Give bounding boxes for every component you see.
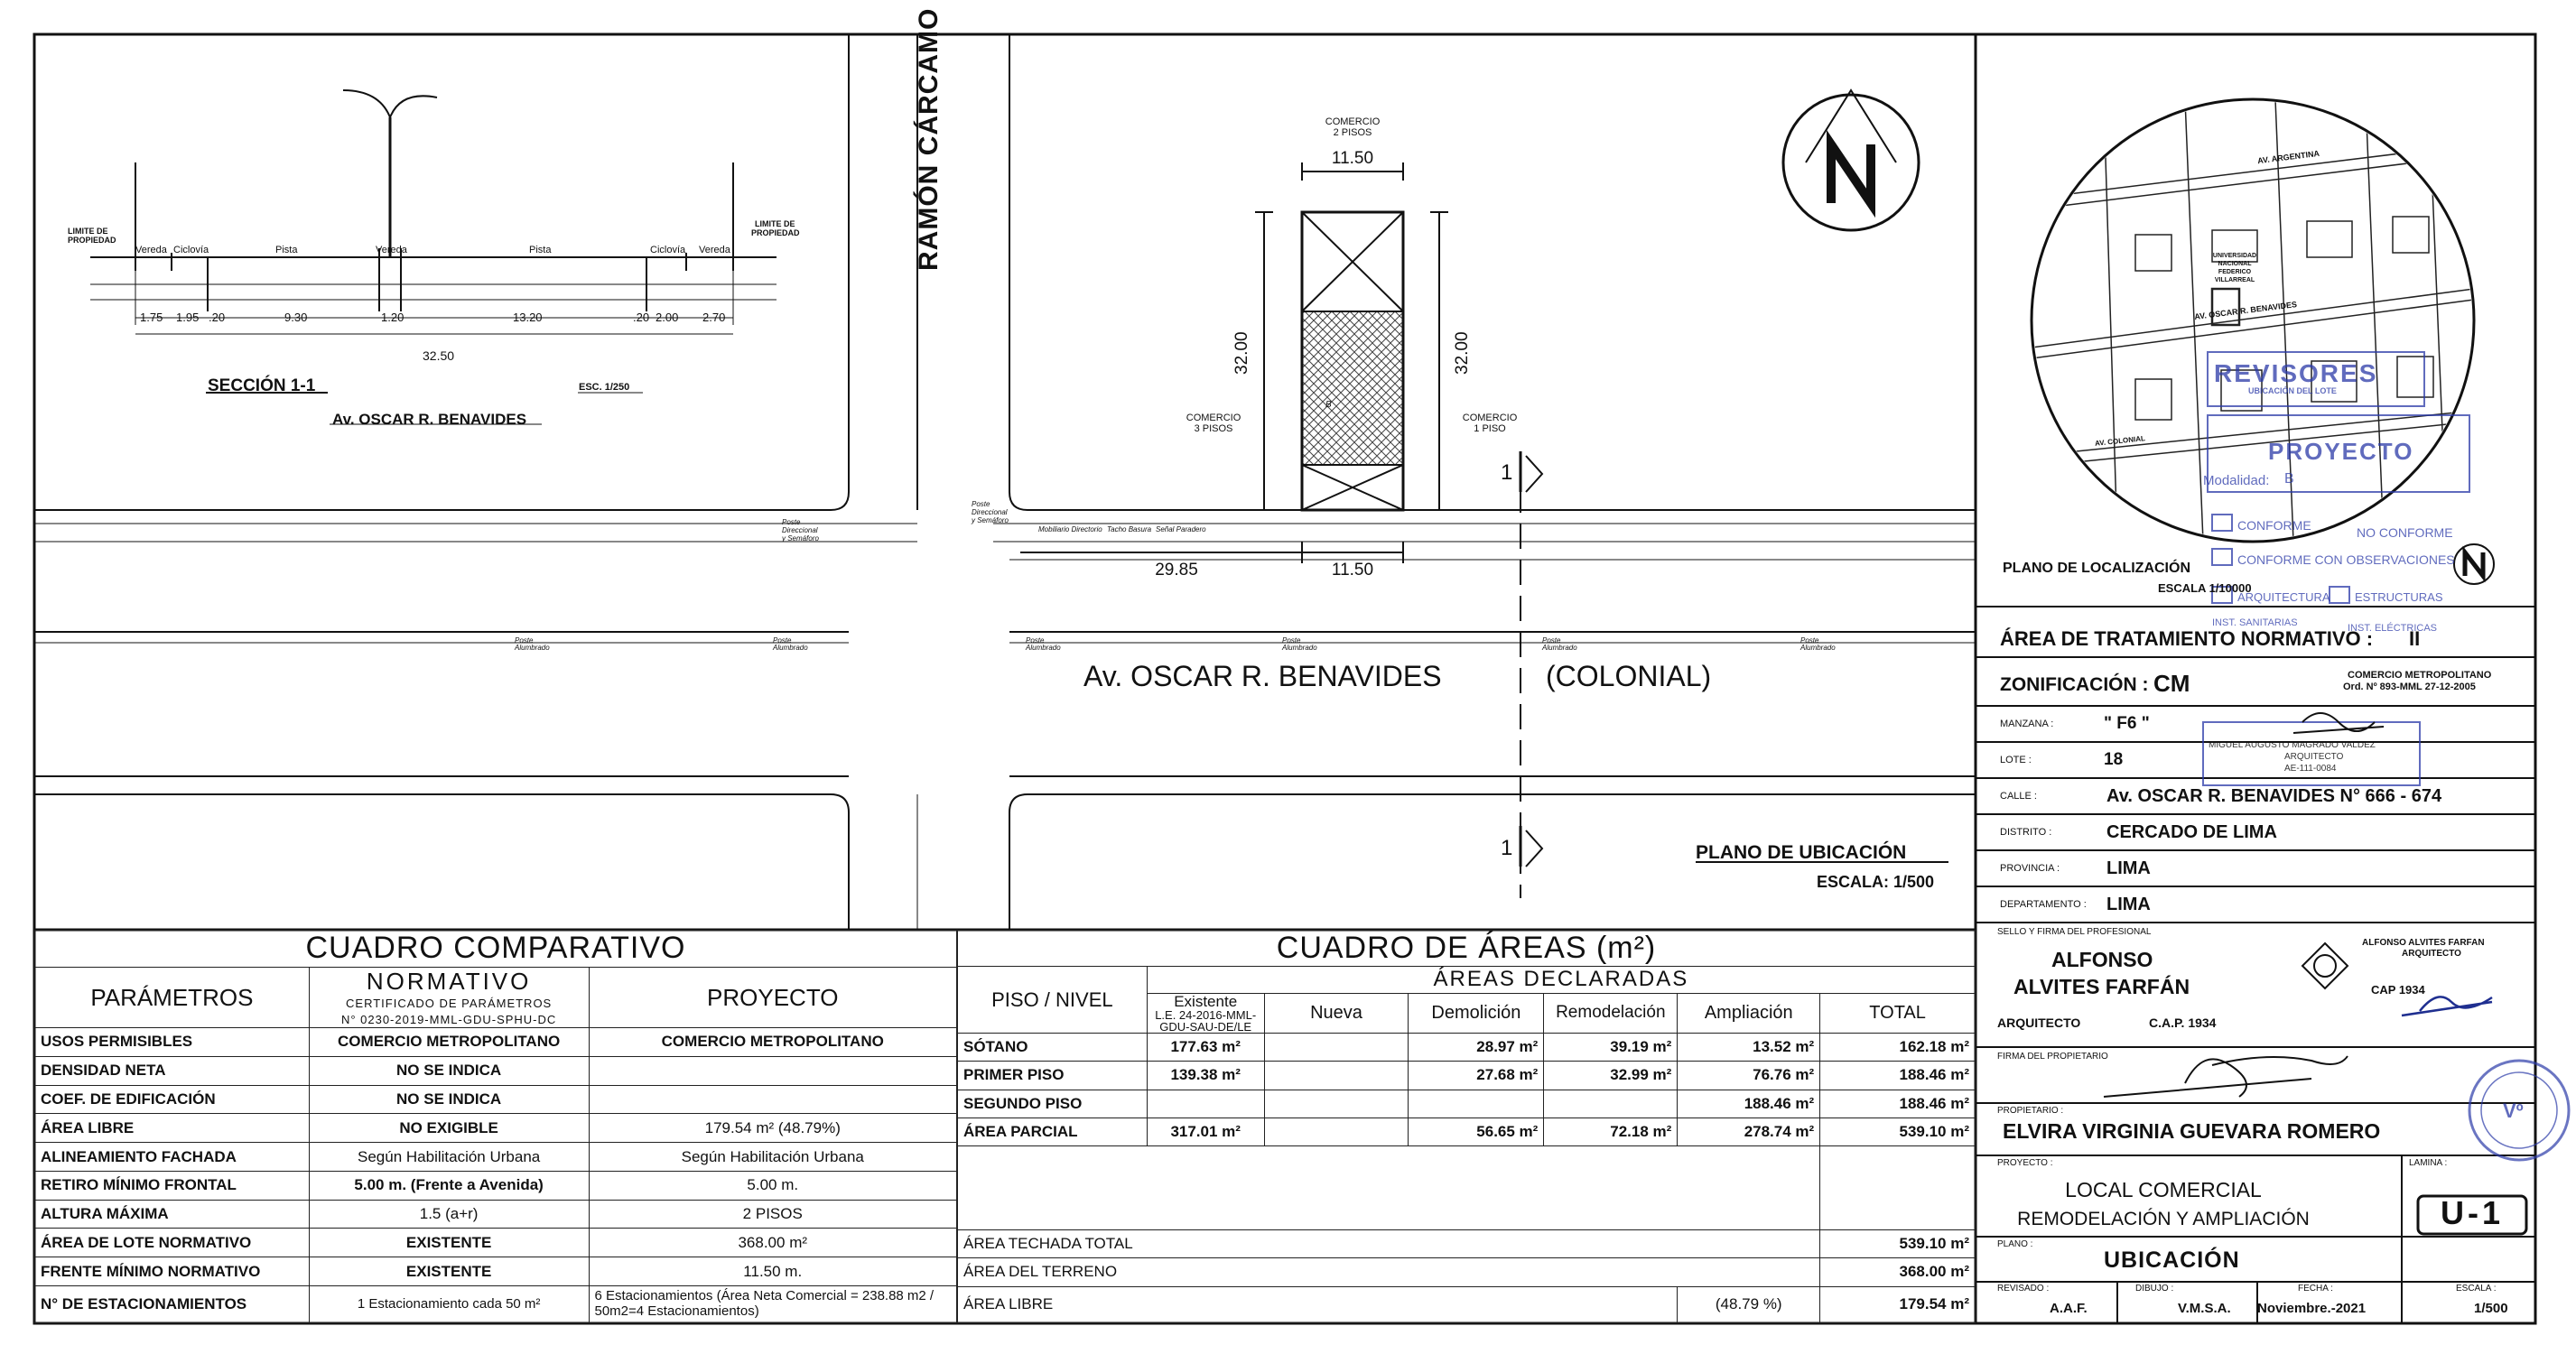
exist: 139.38 m² (1147, 1062, 1264, 1090)
lote-label: LOTE : (2000, 755, 2032, 765)
firma-prop-label: FIRMA DEL PROPIETARIO (1997, 1052, 2108, 1062)
map-street-2: AV. OSCAR R. BENAVIDES (2193, 300, 2298, 321)
table-row (35, 1257, 957, 1286)
area-techada-total: 539.10 m² (1820, 1230, 1976, 1258)
area-techada-label: ÁREA TECHADA TOTAL (958, 1230, 1820, 1258)
proj: 368.00 m² (589, 1229, 957, 1257)
limit-right-2: PROPIEDAD (751, 228, 800, 237)
lot-depth-right: 32.00 (1453, 331, 1472, 375)
prof-name-2: ALVITES FARFÁN (2013, 975, 2190, 998)
area-libre-total: 179.54 m² (1820, 1286, 1976, 1322)
dem: 56.65 m² (1409, 1118, 1544, 1145)
table-row (35, 1285, 957, 1322)
dibujo-label: DIBUJO : (2135, 1284, 2174, 1294)
piso: PRIMER PISO (958, 1062, 1148, 1090)
col-normativo-sub2: N° 0230-2019-MML-GDU-SPHU-DC (309, 1011, 589, 1027)
neighbor-top-2: 2 PISOS (1333, 127, 1372, 138)
nueva (1264, 1034, 1409, 1062)
dem: 27.68 m² (1409, 1062, 1544, 1090)
area-tratamiento-label: ÁREA DE TRATAMIENTO NORMATIVO : (2000, 627, 2374, 650)
table-row (35, 1028, 957, 1057)
revisado-value: A.A.F. (2050, 1301, 2088, 1316)
table-row (958, 1062, 1976, 1090)
sec-label-ciclovia-2: Ciclovía (650, 245, 686, 255)
exist: 317.01 m² (1147, 1118, 1264, 1145)
sec-dim-1: 1.75 (140, 311, 163, 324)
total: 188.46 m² (1820, 1062, 1976, 1090)
plano-ubicacion-scale: ESCALA: 1/500 (1817, 873, 1935, 891)
zonificacion-note1: COMERCIO METROPOLITANO (2348, 670, 2492, 681)
piso: SÓTANO (958, 1034, 1148, 1062)
curb-label-1: Mobiliario Directorio (1038, 525, 1102, 533)
limit-right-1: LIMITE DE (755, 219, 795, 228)
proyecto-value-2: REMODELACIÓN Y AMPLIACIÓN (2017, 1209, 2310, 1229)
rem: 32.99 m² (1544, 1062, 1678, 1090)
area-terreno-label: ÁREA DEL TERRENO (958, 1258, 1820, 1286)
table-row (35, 1114, 957, 1143)
plano-ubicacion-title: PLANO DE UBICACIÓN (1696, 842, 1907, 863)
cuadro-areas-table (957, 930, 1976, 1323)
col-ampliacion: Ampliación (1678, 993, 1820, 1033)
cuadro-comparativo-table (34, 930, 957, 1323)
proj (589, 1085, 957, 1114)
map-landmark-2: NACIONAL (2218, 261, 2252, 267)
distrito-value: CERCADO DE LIMA (2106, 822, 2277, 842)
amp: 13.52 m² (1678, 1034, 1820, 1062)
plano-value: UBICACIÓN (2104, 1247, 2240, 1273)
col-normativo-sub1: CERTIFICADO DE PARÁMETROS (309, 997, 589, 1011)
cap-label: C.A.P. 1934 (2149, 1016, 2217, 1030)
stamp-estructuras: ESTRUCTURAS (2355, 590, 2443, 604)
section-scale: ESC. 1/250 (579, 382, 630, 393)
areas-declaradas: ÁREAS DECLARADAS (1147, 967, 1975, 993)
poste-4: Poste (1282, 636, 1301, 645)
curb-label-3: Señal Paradero (1156, 525, 1206, 533)
poste-5b: Alumbrado (1542, 644, 1577, 652)
proj: 5.00 m. (589, 1171, 957, 1200)
zonificacion-label: ZONIFICACIÓN : (2000, 674, 2149, 695)
param: DENSIDAD NETA (35, 1056, 310, 1085)
lote-value: 18 (2104, 750, 2124, 769)
sello-label: SELLO Y FIRMA DEL PROFESIONAL (1997, 927, 2152, 937)
proj: 179.54 m² (48.79%) (589, 1114, 957, 1143)
departamento-label: DEPARTAMENTO : (2000, 899, 2087, 910)
sec-dim-4: 9.30 (284, 311, 308, 324)
sec-label-pista-2: Pista (529, 245, 552, 255)
proyecto-value-1: LOCAL COMERCIAL (2065, 1178, 2262, 1201)
sec-dim-total: 32.50 (423, 348, 455, 363)
section-mark-bottom: 1 (1501, 836, 1513, 860)
poste-dir-l-1: Poste (972, 500, 990, 508)
sec-dim-8: 2.00 (656, 311, 679, 324)
escala-label: ESCALA : (2456, 1284, 2497, 1294)
stamp-arq-name: MIGUEL AUGUSTO MAGRADO VALDEZ (2209, 740, 2376, 750)
table-row (35, 1056, 957, 1085)
cuadro-comparativo-title: CUADRO COMPARATIVO (35, 931, 957, 968)
lot-depth-left: 32.00 (1232, 331, 1251, 375)
poste-4b: Alumbrado (1282, 644, 1317, 652)
manzana-label: MANZANA : (2000, 719, 2054, 729)
col-piso: PISO / NIVEL (958, 967, 1148, 1034)
poste-5: Poste (1542, 636, 1561, 645)
poste-2b: Alumbrado (773, 644, 808, 652)
stamp-conforme-obs: CONFORME CON OBSERVACIONES (2237, 552, 2455, 567)
proj (589, 1056, 957, 1085)
dem (1409, 1090, 1544, 1118)
neighbor-left-1: COMERCIO (1186, 413, 1242, 423)
norm: NO EXIGIBLE (309, 1114, 589, 1143)
param: ALINEAMIENTO FACHADA (35, 1143, 310, 1172)
lamina-label: LAMINA : (2409, 1158, 2448, 1168)
seal-text-1: ALFONSO ALVITES FARFAN (2362, 938, 2485, 948)
area-libre-label: ÁREA LIBRE (958, 1286, 1678, 1322)
table-row (35, 1229, 957, 1257)
norm: 5.00 m. (Frente a Avenida) (309, 1171, 589, 1200)
lot-letter: B (1325, 400, 1332, 410)
stamp-conforme: CONFORME (2237, 518, 2311, 533)
revisado-label: REVISADO : (1997, 1284, 2050, 1294)
norm: Según Habilitación Urbana (309, 1143, 589, 1172)
provincia-value: LIMA (2106, 858, 2151, 878)
sec-dim-6: 13.20 (513, 311, 543, 324)
manzana-value: " F6 " (2104, 714, 2150, 733)
street-main: Av. OSCAR R. BENAVIDES (1083, 660, 1442, 692)
sec-label-vereda-3: Vereda (699, 245, 730, 255)
area-terreno-total: 368.00 m² (1820, 1258, 1976, 1286)
stamp-proyecto: PROYECTO (2268, 438, 2414, 465)
amp: 278.74 m² (1678, 1118, 1820, 1145)
sec-dim-2: 1.95 (176, 311, 200, 324)
norm: 1.5 (a+r) (309, 1200, 589, 1229)
neighbor-right-1: COMERCIO (1462, 413, 1518, 423)
neighbor-right-2: 1 PISO (1474, 423, 1506, 434)
sec-dim-5: 1.20 (381, 311, 405, 324)
cuadro-areas-title: CUADRO DE ÁREAS (m²) (958, 931, 1976, 967)
table-row (35, 1085, 957, 1114)
propietario-label: PROPIETARIO : (1997, 1106, 2064, 1116)
stamp-ubicacion-lote: UBICACIÓN DEL LOTE (2248, 386, 2337, 395)
col-total: TOTAL (1820, 993, 1976, 1033)
exist: 177.63 m² (1147, 1034, 1264, 1062)
proj: Según Habilitación Urbana (589, 1143, 957, 1172)
seal-cap: CAP 1934 (2371, 983, 2425, 997)
sec-label-pista-1: Pista (275, 245, 298, 255)
section-street: Av. OSCAR R. BENAVIDES (332, 411, 527, 428)
col-existente-sub: L.E. 24-2016-MML-GDU-SAU-DE/LE (1155, 1007, 1257, 1034)
dem: 28.97 m² (1409, 1034, 1544, 1062)
stamp-arquitectura: ARQUITECTURA (2237, 590, 2330, 604)
limit-left-1: LIMITE DE (68, 227, 108, 236)
table-row (958, 1090, 1976, 1118)
col-nueva: Nueva (1264, 993, 1409, 1033)
param: ÁREA DE LOTE NORMATIVO (35, 1229, 310, 1257)
table-row (35, 1143, 957, 1172)
proyecto-label: PROYECTO : (1997, 1158, 2053, 1168)
poste-1b: Alumbrado (515, 644, 550, 652)
col-existente-label: Existente (1174, 992, 1238, 1010)
dibujo-value: V.M.S.A. (2178, 1301, 2231, 1316)
fecha-label: FECHA : (2298, 1284, 2333, 1294)
propietario-value: ELVIRA VIRGINIA GUEVARA ROMERO (2003, 1119, 2381, 1143)
rem: 72.18 m² (1544, 1118, 1678, 1145)
stamp-modalidad-value: B (2284, 471, 2294, 487)
stamp-inst-electricas: INST. ELÉCTRICAS (2348, 623, 2438, 634)
nueva (1264, 1090, 1409, 1118)
lot-width-bottom: 11.50 (1331, 561, 1374, 580)
sec-label-vereda-2: Vereda (376, 245, 407, 255)
stamp-revisores: REVISORES (2214, 359, 2378, 387)
col-existente (1147, 993, 1264, 1033)
rem: 39.19 m² (1544, 1034, 1678, 1062)
stamp-vb: Vº (2503, 1099, 2524, 1122)
area-libre-pct: (48.79 %) (1678, 1286, 1820, 1322)
poste-6: Poste (1800, 636, 1819, 645)
proj: COMERCIO METROPOLITANO (589, 1028, 957, 1057)
map-landmark-4: VILLARREAL (2214, 277, 2255, 283)
location-map-title: PLANO DE LOCALIZACIÓN (2003, 561, 2190, 576)
calle-value: Av. OSCAR R. BENAVIDES N° 666 - 674 (2106, 786, 2442, 806)
total: 188.46 m² (1820, 1090, 1976, 1118)
stamp-no-conforme: NO CONFORME (2357, 525, 2453, 540)
location-map-scale: ESCALA 1/10000 (2158, 581, 2252, 595)
poste-dir-1: Poste (782, 518, 801, 526)
street-ramon-carcamo: RAMÓN CÁRCAMO (914, 7, 944, 271)
map-street-3: AV. COLONIAL (2094, 434, 2146, 448)
table-row (958, 1118, 1976, 1145)
poste-6b: Alumbrado (1800, 644, 1836, 652)
total: 539.10 m² (1820, 1118, 1976, 1145)
norm: 1 Estacionamiento cada 50 m² (309, 1285, 589, 1322)
poste-3b: Alumbrado (1026, 644, 1061, 652)
neighbor-left-2: 3 PISOS (1194, 423, 1233, 434)
sec-label-vereda-1: Vereda (135, 245, 167, 255)
limit-left-2: PROPIEDAD (68, 236, 116, 245)
street-alt: (COLONIAL) (1546, 660, 1712, 692)
col-parametros: PARÁMETROS (35, 967, 310, 1027)
proj: 2 PISOS (589, 1200, 957, 1229)
calle-label: CALLE : (2000, 791, 2037, 802)
lot-width-top: 11.50 (1331, 149, 1374, 168)
nueva (1264, 1062, 1409, 1090)
piso: ÁREA PARCIAL (958, 1118, 1148, 1145)
param: COEF. DE EDIFICACIÓN (35, 1085, 310, 1114)
norm: NO SE INDICA (309, 1085, 589, 1114)
norm: NO SE INDICA (309, 1056, 589, 1085)
departamento-value: LIMA (2106, 895, 2151, 914)
poste-dir-2: Direccional (782, 526, 818, 534)
col-proyecto: PROYECTO (589, 967, 957, 1027)
provincia-label: PROVINCIA : (2000, 863, 2060, 874)
param: RETIRO MÍNIMO FRONTAL (35, 1171, 310, 1200)
map-landmark-1: UNIVERSIDAD (2212, 253, 2257, 259)
sec-dim-3: .20 (209, 311, 226, 324)
nueva (1264, 1118, 1409, 1145)
sec-dim-9: 2.70 (702, 311, 726, 324)
stamp-arq-reg: AE-111-0084 (2284, 764, 2337, 774)
table-row (958, 1034, 1976, 1062)
col-demolicion: Demolición (1409, 993, 1544, 1033)
lamina-value: U-1 (2440, 1194, 2505, 1231)
param: FRENTE MÍNIMO NORMATIVO (35, 1257, 310, 1286)
curb-label-2: Tacho Basura (1107, 525, 1152, 533)
param: USOS PERMISIBLES (35, 1028, 310, 1057)
plano-label: PLANO : (1997, 1239, 2033, 1249)
norm: COMERCIO METROPOLITANO (309, 1028, 589, 1057)
poste-2: Poste (773, 636, 792, 645)
prof-name-1: ALFONSO (2051, 948, 2153, 971)
col-remodelacion: Remodelación (1544, 993, 1678, 1033)
poste-dir-l-3: y Semáforo (972, 516, 1009, 524)
proj: 11.50 m. (589, 1257, 957, 1286)
distrito-label: DISTRITO : (2000, 827, 2052, 838)
table-row (35, 1171, 957, 1200)
section-mark-top: 1 (1501, 460, 1513, 485)
norm: EXISTENTE (309, 1229, 589, 1257)
amp: 188.46 m² (1678, 1090, 1820, 1118)
stamp-inst-sanitarias: INST. SANITARIAS (2212, 617, 2298, 628)
escala-value: 1/500 (2474, 1301, 2508, 1316)
proj: 6 Estacionamientos (Área Neta Comercial = 238.88 m2 / 50m2=4 Estacionamientos) (589, 1285, 957, 1322)
norm: EXISTENTE (309, 1257, 589, 1286)
piso: SEGUNDO PISO (958, 1090, 1148, 1118)
rem (1544, 1090, 1678, 1118)
col-normativo: NORMATIVO (309, 967, 589, 996)
stamp-arq-title: ARQUITECTO (2284, 752, 2344, 762)
area-tratamiento-value: II (2409, 627, 2421, 650)
table-row (35, 1200, 957, 1229)
poste-1: Poste (515, 636, 534, 645)
total: 162.18 m² (1820, 1034, 1976, 1062)
section-title: SECCIÓN 1-1 (208, 376, 316, 395)
neighbor-top-1: COMERCIO (1325, 116, 1381, 127)
exist (1147, 1090, 1264, 1118)
poste-dir-3: y Semáforo (782, 534, 819, 543)
arq-label: ARQUITECTO (1997, 1016, 2081, 1030)
map-landmark-3: FEDERICO (2218, 269, 2252, 275)
param: ÁREA LIBRE (35, 1114, 310, 1143)
map-street-1: AV. ARGENTINA (2256, 148, 2320, 166)
zonificacion-value: CM (2153, 670, 2190, 697)
sec-dim-7: .20 (633, 311, 650, 324)
seal-text-2: ARQUITECTO (2402, 949, 2461, 959)
param: ALTURA MÁXIMA (35, 1200, 310, 1229)
param: N° DE ESTACIONAMIENTOS (35, 1285, 310, 1322)
sec-label-ciclovia-1: Ciclovía (173, 245, 209, 255)
poste-3: Poste (1026, 636, 1045, 645)
fecha-value: Noviembre.-2021 (2257, 1301, 2367, 1316)
poste-dir-l-2: Direccional (972, 508, 1008, 516)
stamp-modalidad: Modalidad: (2203, 473, 2270, 488)
lot-distance: 29.85 (1155, 561, 1198, 580)
zonificacion-note2: Ord. Nº 893-MML 27-12-2005 (2343, 682, 2476, 692)
amp: 76.76 m² (1678, 1062, 1820, 1090)
